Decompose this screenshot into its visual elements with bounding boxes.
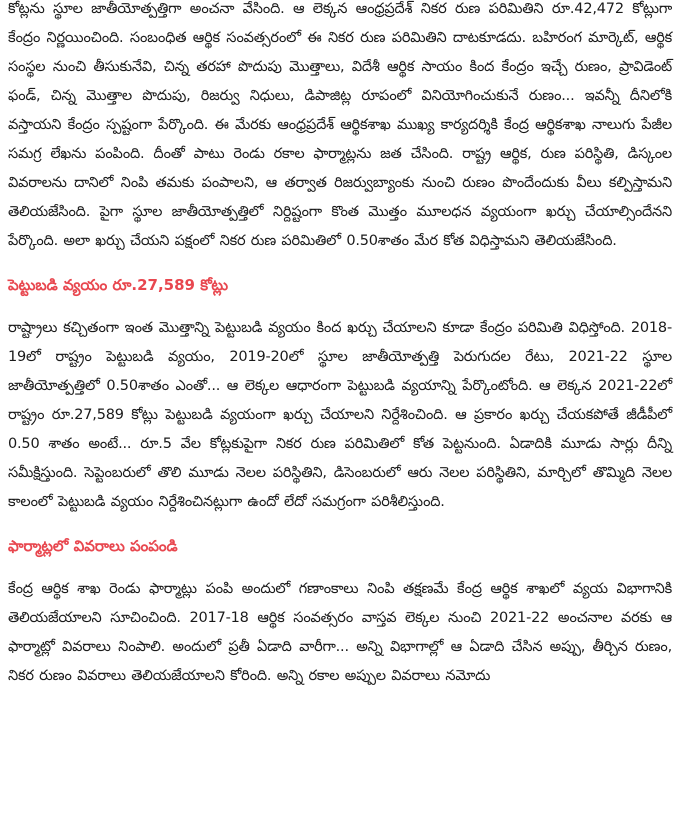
article-paragraph-2: రాష్ట్రాలు కచ్చితంగా ఇంత మొత్తాన్ని పెట్టుబడి వ్యయం కింద ఖర్చు చేయాలని కూడా కేంద్రం పరిమితి విధిస్తోంది. 2018-19లో రాష్ట్రం పెట్టుబడి వ్యయం, 2019-20లో స్థూల జాతీయోత్పత్తి పెరుగుదల రేటు, 2021-22 స్థూల జాతీయోత్పత్తిలో 0.50శాతం ఎంతో... ఆ లెక్కల ఆధారంగా పెట్టుబడి వ్యయాన్ని పేర్కొంటోంది. ఆ లెక్కన 2021-22లో రాష్ట్రం రూ.27,589 కోట్లు పెట్టుబడి వ్యయంగా ఖర్చు చేయాలని నిర్దేశించింది. ఆ ప్రకారం ఖర్చు చేయకపోతే జీడీపీలో 0.50 శాతం అంటే... రూ.5 వేల కోట్లకుపైగా నికర రుణ పరిమితిలో కోత పెట్టనుంది. ఏడాదికి మూడు సార్లు దీన్ని సమీక్షిస్తుంది. సెప్టెంబరులో తొలి మూడు నెలల పరిస్థితిని, డిసెంబరులో ఆరు నెలల పరిస్థితిని, మార్చిలో తొమ్మిది నెలల కాలంలో పెట్టుబడి వ్యయం నిర్దేశించినట్లుగా ఉందో లేదో సమగ్రంగా పరిశీలిస్తుంది. [8,320,672,510]
section-heading-investment-expenditure: పెట్టుబడి వ్యయం రూ.27,589 కోట్లు [8,276,229,294]
article-paragraph-1: కోట్లను స్థూల జాతీయోత్పత్తిగా అంచనా వేసింది. ఆ లెక్కన ఆంధ్రప్రదేశ్ నికర రుణ పరిమితిని రూ.42,472 కోట్లుగా కేంద్రం నిర్ణయించింది. సంబంధిత ఆర్థిక సంవత్సరంలో ఈ నికర రుణ పరిమితిని దాటకూడదు. బహిరంగ మార్కెట్, ఆర్థిక సంస్థల నుంచి తీసుకునేవి, చిన్న తరహా పొదుపు మొత్తాలు, విదేశీ ఆర్థిక సాయం కింద కేంద్రం ఇచ్చే రుణం, ప్రావిడెంట్ ఫండ్, చిన్న మొత్తాల పొదుపు, రిజర్వు నిధులు, డిపాజిట్ల రూపంలో వినియోగించుకునే రుణం... ఇవన్నీ దీనిలోకి వస్తాయని కేంద్రం స్పష్టంగా పేర్కొంది. ఈ మేరకు ఆంధ్రప్రదేశ్ ఆర్థికశాఖ ముఖ్య కార్యదర్శికి కేంద్ర ఆర్థికశాఖ నాలుగు పేజీల సమగ్ర లేఖను పంపింది. దీంతో పాటు రెండు రకాల ఫార్మాట్లను జత చేసింది. రాష్ట్ర ఆర్థిక, రుణ పరిస్థితి, డిస్కంల వివరాలను దానిలో నింపి తమకు పంపాలని, ఆ తర్వాత రిజర్వుబ్యాంకు నుంచి రుణం పొందేందుకు వీలు కల్పిస్తామని తెలియజేసింది. పైగా స్థూల జాతీయోత్పత్తిలో నిర్దిష్టంగా కొంత మొత్తం మూలధన వ్యయంగా ఖర్చు చేయాల్సిందేనని పేర్కొంది. అలా ఖర్చు చేయని పక్షంలో నికర రుణ పరిమితిలో 0.50శాతం మేర కోత విధిస్తామని తెలియజేసింది. [8,1,672,249]
section-heading-send-details-in-formats: ఫార్మాట్లలో వివరాలు పంపండి [8,537,178,555]
article-paragraph-3: కేంద్ర ఆర్థిక శాఖ రెండు ఫార్మాట్లు పంపి అందులో గణాంకాలు నింపి తక్షణమే కేంద్ర ఆర్థిక శాఖలో వ్యయ విభాగానికి తెలియజేయాలని సూచించింది. 2017-18 ఆర్థిక సంవత్సరం వాస్తవ లెక్కల నుంచి 2021-22 అంచనాల వరకు ఆ ఫార్మాట్లో వివరాలు నింపాలి. అందులో ప్రతీ ఏడాది వారీగా... అన్ని విభాగాల్లో ఆ ఏడాది చేసిన అప్పు, తీర్చిన రుణం, నికర రుణం వివరాలు తెలియజేయాలని కోరింది. అన్ని రకాల అప్పుల వివరాలు నమోదు [8,581,672,684]
